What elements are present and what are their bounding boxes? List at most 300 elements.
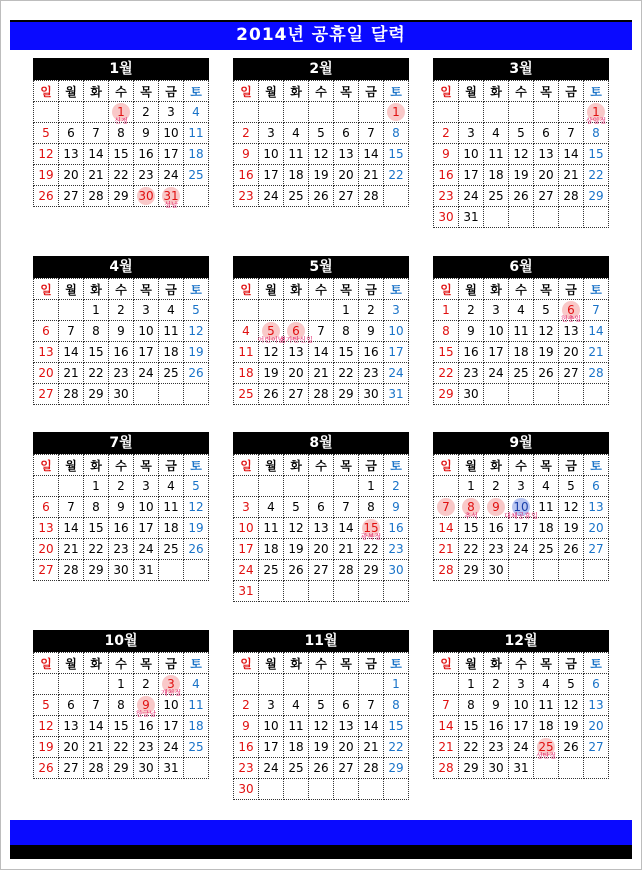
weekday-label: 화 <box>284 279 309 300</box>
day-cell: 9 <box>109 497 134 518</box>
day-cell: 18 <box>509 342 534 363</box>
weekday-label: 월 <box>259 81 284 102</box>
week-row <box>34 165 209 186</box>
empty-cell <box>284 102 309 123</box>
weekday-label: 일 <box>34 81 59 102</box>
day-cell: 18 <box>484 165 509 186</box>
week-row <box>234 497 409 518</box>
weekday-label: 목 <box>134 653 159 674</box>
day-cell: 24 <box>234 560 259 581</box>
empty-cell <box>359 102 384 123</box>
day-cell: 27 <box>559 363 584 384</box>
week-row <box>234 476 409 497</box>
week-row <box>434 165 609 186</box>
empty-cell <box>584 758 609 779</box>
day-cell: 3 <box>159 102 184 123</box>
empty-cell <box>334 102 359 123</box>
day-cell: 15 <box>84 342 109 363</box>
day-cell: 27 <box>34 560 59 581</box>
day-cell: 13 <box>59 144 84 165</box>
empty-cell <box>309 300 334 321</box>
day-cell: 19 <box>309 165 334 186</box>
empty-cell <box>584 207 609 228</box>
empty-cell <box>509 102 534 123</box>
day-cell: 28 <box>359 186 384 207</box>
month-title: 9월 <box>433 432 609 454</box>
weekday-label: 일 <box>434 279 459 300</box>
day-cell: 9 <box>234 716 259 737</box>
day-cell: 24 <box>484 363 509 384</box>
weekday-label: 토 <box>184 455 209 476</box>
day-cell: 6 현충일 <box>559 300 584 321</box>
empty-cell <box>309 674 334 695</box>
day-cell: 21 <box>334 539 359 560</box>
empty-cell <box>334 674 359 695</box>
day-cell: 3 <box>509 476 534 497</box>
empty-cell <box>484 207 509 228</box>
holiday-note: 개천절 <box>160 689 182 697</box>
day-cell: 3 <box>509 674 534 695</box>
day-cell: 23 <box>234 186 259 207</box>
day-cell: 12 <box>559 497 584 518</box>
weekday-label: 월 <box>459 81 484 102</box>
day-cell: 11 <box>484 144 509 165</box>
weekday-label: 금 <box>559 455 584 476</box>
day-cell: 31 <box>134 560 159 581</box>
week-row <box>434 716 609 737</box>
weekday-label: 일 <box>34 279 59 300</box>
day-cell: 14 <box>309 342 334 363</box>
week-row <box>434 737 609 758</box>
day-cell: 8 <box>109 695 134 716</box>
empty-cell <box>34 476 59 497</box>
day-cell: 12 <box>534 321 559 342</box>
day-cell: 28 <box>559 186 584 207</box>
day-cell: 11 <box>184 123 209 144</box>
weekday-label: 수 <box>309 279 334 300</box>
empty-cell <box>359 581 384 602</box>
empty-cell <box>284 476 309 497</box>
day-cell: 3 <box>134 300 159 321</box>
day-cell: 14 <box>359 144 384 165</box>
day-cell: 21 <box>359 737 384 758</box>
day-cell: 28 <box>434 758 459 779</box>
day-cell: 7 <box>434 497 459 518</box>
empty-cell <box>184 384 209 405</box>
day-cell: 26 <box>309 758 334 779</box>
empty-cell <box>534 384 559 405</box>
day-cell: 9 <box>234 144 259 165</box>
weekday-label: 토 <box>584 81 609 102</box>
empty-cell <box>159 560 184 581</box>
day-cell: 16 <box>484 716 509 737</box>
week-row <box>234 363 409 384</box>
day-cell: 8 <box>434 321 459 342</box>
day-cell: 29 <box>84 560 109 581</box>
day-cell: 27 <box>34 384 59 405</box>
day-cell: 12 <box>284 518 309 539</box>
month-title: 11월 <box>233 630 409 652</box>
day-cell: 22 <box>584 165 609 186</box>
day-cell: 26 <box>559 539 584 560</box>
empty-cell <box>334 476 359 497</box>
day-cell: 4 <box>159 300 184 321</box>
week-row <box>34 716 209 737</box>
month-1 <box>33 58 209 207</box>
day-cell: 18 <box>284 737 309 758</box>
empty-cell <box>384 186 409 207</box>
weekday-label: 수 <box>109 653 134 674</box>
weekday-label: 목 <box>334 279 359 300</box>
day-cell: 16 <box>134 144 159 165</box>
empty-cell <box>234 674 259 695</box>
day-cell: 21 <box>59 539 84 560</box>
weekday-label: 일 <box>234 653 259 674</box>
day-cell: 11 <box>509 321 534 342</box>
day-cell: 12 <box>34 144 59 165</box>
day-cell: 19 <box>34 737 59 758</box>
day-cell: 3 <box>484 300 509 321</box>
day-cell: 1 <box>459 476 484 497</box>
day-cell: 18 <box>234 363 259 384</box>
day-cell: 24 <box>134 539 159 560</box>
day-cell: 14 <box>434 518 459 539</box>
week-row <box>34 497 209 518</box>
month-table <box>33 454 209 581</box>
week-row <box>34 695 209 716</box>
day-cell: 23 <box>234 758 259 779</box>
weekday-row <box>34 455 209 476</box>
weekday-label: 수 <box>109 455 134 476</box>
day-cell: 19 <box>259 363 284 384</box>
day-cell: 2 <box>484 674 509 695</box>
day-cell: 29 <box>459 560 484 581</box>
day-cell: 30 <box>484 560 509 581</box>
week-row <box>234 779 409 800</box>
empty-cell <box>384 779 409 800</box>
weekday-label: 토 <box>384 455 409 476</box>
day-cell: 21 <box>359 165 384 186</box>
empty-cell <box>309 102 334 123</box>
day-cell: 20 <box>309 539 334 560</box>
month-10 <box>33 630 209 779</box>
day-cell: 4 <box>234 321 259 342</box>
day-cell: 27 <box>534 186 559 207</box>
day-cell: 31 <box>509 758 534 779</box>
day-cell: 23 <box>134 737 159 758</box>
week-row <box>234 186 409 207</box>
day-cell: 17 <box>509 716 534 737</box>
weekday-label: 화 <box>84 653 109 674</box>
empty-cell <box>184 560 209 581</box>
weekday-row <box>234 455 409 476</box>
empty-cell <box>509 384 534 405</box>
weekday-label: 토 <box>584 653 609 674</box>
week-row <box>434 476 609 497</box>
day-cell: 26 <box>534 363 559 384</box>
day-cell: 30 <box>384 560 409 581</box>
day-cell: 9 <box>134 123 159 144</box>
day-cell: 13 <box>284 342 309 363</box>
day-cell: 31 <box>459 207 484 228</box>
empty-cell <box>234 300 259 321</box>
day-cell: 25 성탄절 <box>534 737 559 758</box>
day-cell: 17 <box>234 539 259 560</box>
month-8 <box>233 432 409 602</box>
weekday-label: 화 <box>284 81 309 102</box>
day-cell: 25 <box>509 363 534 384</box>
month-table <box>233 652 409 800</box>
day-cell: 31 <box>384 384 409 405</box>
empty-cell <box>259 779 284 800</box>
weekday-label: 화 <box>84 279 109 300</box>
day-cell: 12 <box>34 716 59 737</box>
day-cell: 23 <box>359 363 384 384</box>
empty-cell <box>159 384 184 405</box>
weekday-label: 목 <box>134 279 159 300</box>
day-cell: 21 <box>59 363 84 384</box>
day-cell: 11 <box>234 342 259 363</box>
day-cell: 10 <box>134 321 159 342</box>
day-cell: 11 <box>159 497 184 518</box>
day-cell: 20 <box>59 165 84 186</box>
day-cell: 4 <box>534 674 559 695</box>
day-cell: 18 <box>534 518 559 539</box>
day-cell: 2 <box>434 123 459 144</box>
day-cell: 30 <box>134 186 159 207</box>
day-cell: 27 <box>309 560 334 581</box>
day-cell: 31 <box>234 581 259 602</box>
month-table <box>433 652 609 779</box>
week-row <box>234 560 409 581</box>
weekday-label: 금 <box>359 653 384 674</box>
week-row <box>434 123 609 144</box>
empty-cell <box>284 779 309 800</box>
day-cell: 7 <box>559 123 584 144</box>
day-cell: 11 <box>534 497 559 518</box>
weekday-label: 월 <box>59 81 84 102</box>
empty-cell <box>259 300 284 321</box>
day-cell: 27 <box>334 758 359 779</box>
day-cell: 7 <box>309 321 334 342</box>
day-cell: 6 <box>534 123 559 144</box>
day-cell: 5 <box>509 123 534 144</box>
weekday-label: 수 <box>109 81 134 102</box>
empty-cell <box>434 476 459 497</box>
day-cell: 24 <box>134 363 159 384</box>
day-cell: 10 <box>159 123 184 144</box>
day-cell: 13 <box>34 342 59 363</box>
weekday-label: 목 <box>334 455 359 476</box>
day-cell: 24 <box>459 186 484 207</box>
day-cell: 17 <box>159 716 184 737</box>
day-cell: 6 <box>309 497 334 518</box>
week-row <box>234 695 409 716</box>
day-cell: 15 <box>334 342 359 363</box>
day-cell: 14 <box>84 716 109 737</box>
day-cell: 25 <box>159 363 184 384</box>
weekday-label: 수 <box>509 81 534 102</box>
weekday-label: 월 <box>59 653 84 674</box>
day-cell: 26 <box>284 560 309 581</box>
day-cell: 20 <box>334 737 359 758</box>
week-row <box>234 300 409 321</box>
day-cell: 4 <box>284 695 309 716</box>
weekday-label: 일 <box>434 455 459 476</box>
day-cell: 9 <box>459 321 484 342</box>
day-cell: 8 <box>359 497 384 518</box>
day-cell: 12 <box>559 695 584 716</box>
month-title: 6월 <box>433 256 609 278</box>
weekday-label: 화 <box>484 81 509 102</box>
day-cell: 19 <box>559 518 584 539</box>
month-3 <box>433 58 609 228</box>
empty-cell <box>59 300 84 321</box>
day-cell: 25 <box>234 384 259 405</box>
empty-cell <box>509 560 534 581</box>
weekday-label: 수 <box>309 81 334 102</box>
day-cell: 18 <box>159 518 184 539</box>
week-row <box>34 300 209 321</box>
day-cell: 17 <box>509 518 534 539</box>
month-table <box>33 652 209 779</box>
week-row <box>234 342 409 363</box>
week-row <box>234 165 409 186</box>
day-cell: 15 <box>109 716 134 737</box>
day-cell: 23 <box>134 165 159 186</box>
weekday-row <box>234 653 409 674</box>
day-cell: 22 <box>359 539 384 560</box>
week-row <box>434 186 609 207</box>
day-cell: 17 <box>134 342 159 363</box>
day-cell: 28 <box>584 363 609 384</box>
day-cell: 1 <box>434 300 459 321</box>
empty-cell <box>59 674 84 695</box>
weekday-label: 일 <box>434 653 459 674</box>
day-cell: 28 <box>84 758 109 779</box>
day-cell: 21 <box>84 165 109 186</box>
weekday-label: 금 <box>159 81 184 102</box>
month-title: 5월 <box>233 256 409 278</box>
day-cell: 30 <box>234 779 259 800</box>
empty-cell <box>34 300 59 321</box>
holiday-note: 삼일절 <box>585 117 607 125</box>
day-cell: 26 <box>559 737 584 758</box>
day-cell: 16 <box>134 716 159 737</box>
day-cell: 2 <box>109 476 134 497</box>
day-cell: 8 <box>334 321 359 342</box>
week-row <box>434 144 609 165</box>
month-12 <box>433 630 609 779</box>
day-cell: 6 <box>34 321 59 342</box>
day-cell: 30 <box>359 384 384 405</box>
weekday-label: 수 <box>509 455 534 476</box>
empty-cell <box>284 674 309 695</box>
day-cell: 2 <box>484 476 509 497</box>
day-cell: 7 <box>359 123 384 144</box>
empty-cell <box>59 476 84 497</box>
day-cell: 25 <box>184 165 209 186</box>
holiday-note: 대체공휴일 <box>504 512 538 520</box>
day-cell: 9 한글날 <box>134 695 159 716</box>
day-cell: 15 <box>109 144 134 165</box>
empty-cell <box>484 102 509 123</box>
day-cell: 7 <box>359 695 384 716</box>
weekday-label: 목 <box>334 653 359 674</box>
day-cell: 23 <box>484 737 509 758</box>
week-row <box>234 321 409 342</box>
day-cell: 30 <box>434 207 459 228</box>
weekday-row <box>34 653 209 674</box>
day-cell: 16 <box>109 342 134 363</box>
month-5 <box>233 256 409 405</box>
day-cell: 29 <box>584 186 609 207</box>
day-cell: 20 <box>284 363 309 384</box>
weekday-label: 금 <box>359 81 384 102</box>
day-cell: 25 <box>159 539 184 560</box>
day-cell: 9 <box>434 144 459 165</box>
day-cell: 8 <box>384 695 409 716</box>
weekday-row <box>34 279 209 300</box>
day-cell: 8 <box>84 321 109 342</box>
day-cell: 11 <box>184 695 209 716</box>
day-cell: 3 <box>259 123 284 144</box>
month-table <box>433 454 609 581</box>
empty-cell <box>184 758 209 779</box>
day-cell: 10 대체공휴일 <box>509 497 534 518</box>
week-row <box>434 207 609 228</box>
month-table <box>233 80 409 207</box>
day-cell: 11 <box>284 144 309 165</box>
week-row <box>434 695 609 716</box>
day-cell: 5 <box>184 476 209 497</box>
week-row <box>234 737 409 758</box>
week-row <box>34 560 209 581</box>
day-cell: 24 <box>509 539 534 560</box>
weekday-label: 수 <box>309 653 334 674</box>
day-cell: 2 <box>234 695 259 716</box>
day-cell: 1 <box>384 674 409 695</box>
holiday-note: 현충일 <box>560 315 582 323</box>
day-cell: 4 <box>184 102 209 123</box>
month-title: 8월 <box>233 432 409 454</box>
empty-cell <box>584 560 609 581</box>
day-cell: 10 <box>259 144 284 165</box>
week-row <box>434 363 609 384</box>
holiday-note: 추석 <box>464 512 478 520</box>
weekday-label: 일 <box>234 81 259 102</box>
day-cell: 5 <box>534 300 559 321</box>
day-cell: 4 <box>534 476 559 497</box>
day-cell: 19 <box>284 539 309 560</box>
weekday-label: 금 <box>559 81 584 102</box>
day-cell: 8 <box>384 123 409 144</box>
week-row <box>34 476 209 497</box>
weekday-label: 수 <box>309 455 334 476</box>
day-cell: 25 <box>284 758 309 779</box>
day-cell: 22 <box>459 539 484 560</box>
day-cell: 18 <box>284 165 309 186</box>
day-cell: 26 <box>34 186 59 207</box>
empty-cell <box>284 300 309 321</box>
day-cell: 13 <box>559 321 584 342</box>
day-cell: 30 <box>484 758 509 779</box>
week-row <box>434 674 609 695</box>
month-title: 10월 <box>33 630 209 652</box>
weekday-label: 토 <box>184 653 209 674</box>
weekday-row <box>234 81 409 102</box>
day-cell: 10 <box>459 144 484 165</box>
